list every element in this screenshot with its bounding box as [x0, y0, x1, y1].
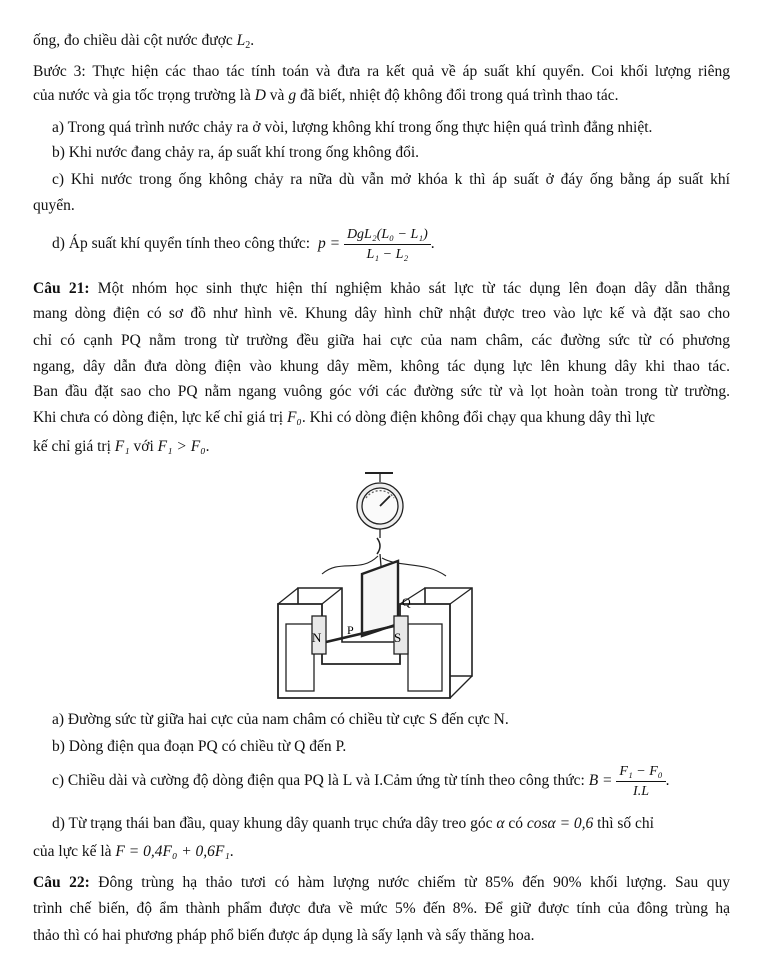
text-line: của nước và gia tốc trọng trường là D và g đã biết, nhiệt độ không đổi trong quá trình thao tác.: [33, 87, 619, 104]
text-line: Bước 3: Thực hiện các thao tác tính toán và đưa ra kết quả về áp suất khí quyển. Coi khối lượng riêng: [33, 63, 730, 80]
text-line: của lực kế là F = 0,4F₀ + 0,6F₁.: [33, 843, 234, 860]
text-line: chỉ có cạnh PQ nằm trong từ trường đều giữa hai cực của nam châm, các đường sức từ có phương: [33, 332, 730, 349]
pole-s-label: S: [394, 630, 402, 645]
text-line: ngang, dây dẫn đưa dòng điện vào khung dây mềm, không tác dụng lực lên khung dây khi thao tác.: [33, 358, 730, 375]
text-line: Ban đầu đặt sao cho PQ nằm ngang vuông góc với các đường sức từ và lọt hoàn toàn trong từ trường.: [33, 383, 730, 400]
text-line: kế chỉ giá trị F₁ với F₁ > F₀.: [33, 438, 210, 455]
question-21: Câu 21: Một nhóm học sinh thực hiện thí nghiệm khảo sát lực từ tác dụng lên đoạn dây dẫn thẳng: [33, 280, 730, 297]
text-line: trình chế biến, độ ẩm thành phẩm được đưa về mức 5% đến 8%. Để giữ được tính của đông trùng hạ: [33, 900, 730, 917]
point-q-label: Q: [402, 595, 411, 609]
formula-fraction: $\frac{\text{F₁ − F₀}}{I.L}$: [616, 763, 665, 800]
text-line: thảo thì có hai phương pháp phổ biến được áp dụng là sấy lạnh và sấy thăng hoa.: [33, 927, 535, 944]
option-c: c) Khi nước trong ống không chảy ra nữa dù vẫn mở khóa k thì áp suất ở đáy ống bằng áp suất khí: [52, 171, 730, 188]
text-line: Khi chưa có dòng điện, lực kế chỉ giá trị F₀. Khi có dòng điện không đổi chạy qua khung dây thì lực: [33, 409, 656, 426]
option-d: d) Từ trạng thái ban đầu, quay khung dây quanh trục chứa dây treo góc α có cosα = 0,6 thì số chỉ: [52, 815, 654, 832]
text-line: mang dòng điện có sơ đồ như hình vẽ. Khung dây hình chữ nhật được treo vào lực kế và đặt sao cho: [33, 305, 730, 322]
text-line: quyển.: [33, 197, 75, 214]
text-line: ống, đo chiều dài cột nước được $L_2$.: [33, 32, 255, 51]
formula-fraction: $\frac{\text{DgL₂(L₀ − L₁)}}{\text{L₁ − L₂}}$: [344, 226, 431, 263]
point-p-label: P: [347, 623, 354, 637]
option-b: b) Dòng điện qua đoạn PQ có chiều từ Q đến P.: [52, 738, 347, 755]
experiment-figure: [250, 466, 490, 701]
option-d: d) Áp suất khí quyển tính theo công thức: p = $\frac{\text{DgL₂(L₀ − L₁)}}{\text{L₁ − L₂}}$ .: [52, 226, 435, 262]
option-c: c) Chiều dài và cường độ dòng điện qua PQ là L và I.Cảm ứng từ tính theo công thức: B = $\frac{\text{F₁ − F₀}}{I.L}$ .: [52, 763, 670, 799]
pole-n-label: N: [312, 630, 322, 645]
option-b: b) Khi nước đang chảy ra, áp suất khí trong ống không đổi.: [52, 144, 419, 161]
option-a: a) Trong quá trình nước chảy ra ở vòi, lượng không khí trong ống thực hiện quá trình đẳng nhiệt.: [52, 119, 653, 136]
question-22: Câu 22: Đông trùng hạ thảo tươi có hàm lượng nước chiếm từ 85% đến 90% khối lượng. Sau quy: [33, 874, 730, 891]
option-a: a) Đường sức từ giữa hai cực của nam châm có chiều từ cực S đến cực N.: [52, 711, 509, 728]
